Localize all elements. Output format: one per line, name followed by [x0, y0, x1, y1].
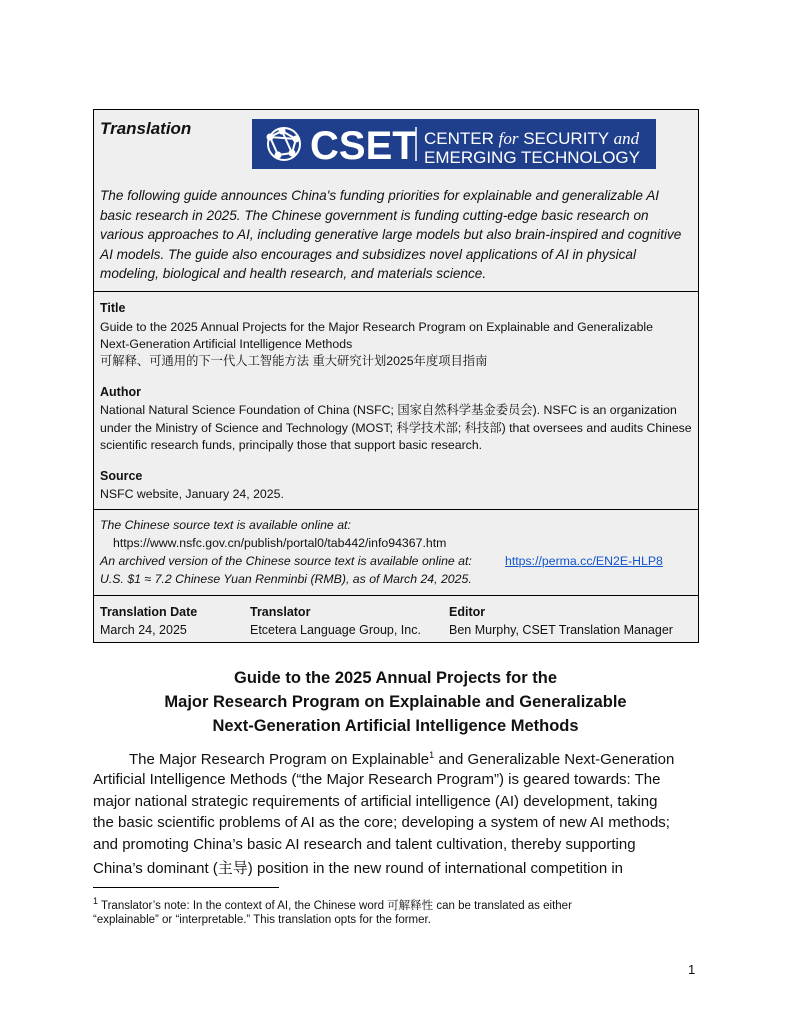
logo-line-2: EMERGING TECHNOLOGY — [424, 148, 640, 167]
footnote-divider — [93, 887, 279, 888]
translation-header — [94, 110, 698, 291]
title-english-line-1: Guide to the 2025 Annual Projects for the Major Research Program on Explainable and Generalizable — [100, 320, 654, 334]
exchange-rate-note: U.S. $1 ≈ 7.2 Chinese Yuan Renminbi (RMB), as of March 24, 2025. — [100, 572, 472, 586]
document-title-line-1: Guide to the 2025 Annual Projects for the — [233, 669, 558, 687]
source-url[interactable]: https://www.nsfc.gov.cn/publish/portal0/tab442/info94367.htm — [113, 536, 447, 550]
body-line-6: China’s dominant (主导) position in the new round of international competition in — [93, 860, 624, 877]
archive-online-note: An archived version of the Chinese source text is available online at: — [100, 554, 472, 568]
editor-value: Ben Murphy, CSET Translation Manager — [449, 623, 673, 637]
translation-info-box — [93, 109, 699, 643]
footnote-ref[interactable]: 1 — [429, 750, 435, 760]
source-label: Source — [100, 469, 143, 483]
document-title-line-3: Next-Generation Artificial Intelligence Methods — [212, 717, 579, 735]
translation-date-label: Translation Date — [100, 605, 198, 619]
cset-logo — [252, 119, 656, 169]
credits-section — [94, 595, 698, 643]
body-line-2: Artificial Intelligence Methods (“the Major Research Program”) is geared towards: The — [93, 771, 661, 788]
translation-date-value: March 24, 2025 — [100, 623, 187, 637]
author-text: National Natural Science Foundation of China (NSFC; 国家自然科学基金委员会). NSFC is an organization under the Ministry of Science and Technology (MOST; 科学技术部; 科技部) that oversees and audits Chinese scientific research funds, principally those that support basic research. — [100, 403, 692, 452]
author-label: Author — [100, 385, 141, 399]
body-line-3: major national strategic requirements of artificial intelligence (AI) development, taking — [93, 793, 658, 810]
metadata-section — [94, 291, 698, 509]
footnote-line-1: $^1$ Translator’s note: In the context of AI, the Chinese word 可解释性 can be translated as either — [93, 896, 572, 912]
translation-heading: Translation — [100, 119, 192, 138]
translator-value: Etcetera Language Group, Inc. — [250, 623, 421, 637]
title-english-line-2: Next-Generation Artificial Intelligence Methods — [100, 337, 353, 351]
document-title-line-2: Major Research Program on Explainable and Generalizable — [164, 693, 627, 711]
logo-wordmark: CSET — [310, 124, 417, 168]
translator-label: Translator — [250, 605, 311, 619]
globe-network-icon — [268, 128, 301, 160]
source-notes-section — [94, 509, 698, 595]
source-online-note: The Chinese source text is available online at: — [100, 518, 351, 532]
body-line-4: the basic scientific problems of AI as the core; developing a system of new AI methods; — [93, 814, 670, 831]
archive-link[interactable]: https://perma.cc/EN2E-HLP8 — [505, 554, 663, 568]
title-label: Title — [100, 301, 126, 315]
editor-label: Editor — [449, 605, 486, 619]
page-number: 1 — [688, 962, 696, 977]
body-line-5: and promoting China’s basic AI research and talent cultivation, thereby supporting — [93, 836, 636, 853]
logo-line-1: CENTER for SECURITY and — [424, 129, 640, 148]
body-line-1: The Major Research Program on Explainable$^1$ and Generalizable Next-Generation — [129, 750, 675, 768]
intro-summary: The following guide announces China's funding priorities for explainable and generalizable AI basic research in 2025. The Chinese government is funding cutting-edge basic research on various approaches to AI, including generative large models but also brain-inspired and cognitive AI models. The guide also encourages and subsidizes novel applications of AI in physical modeling, biological and health research, and materials science. — [100, 188, 682, 281]
footnote-line-2: “explainable” or “interpretable.” This translation opts for the former. — [93, 914, 431, 926]
source-text: NSFC website, January 24, 2025. — [100, 487, 284, 501]
title-chinese: 可解释、可通用的下一代人工智能方法 重大研究计划2025年度项目指南 — [100, 354, 488, 368]
cset-logo-graphic — [252, 119, 656, 169]
